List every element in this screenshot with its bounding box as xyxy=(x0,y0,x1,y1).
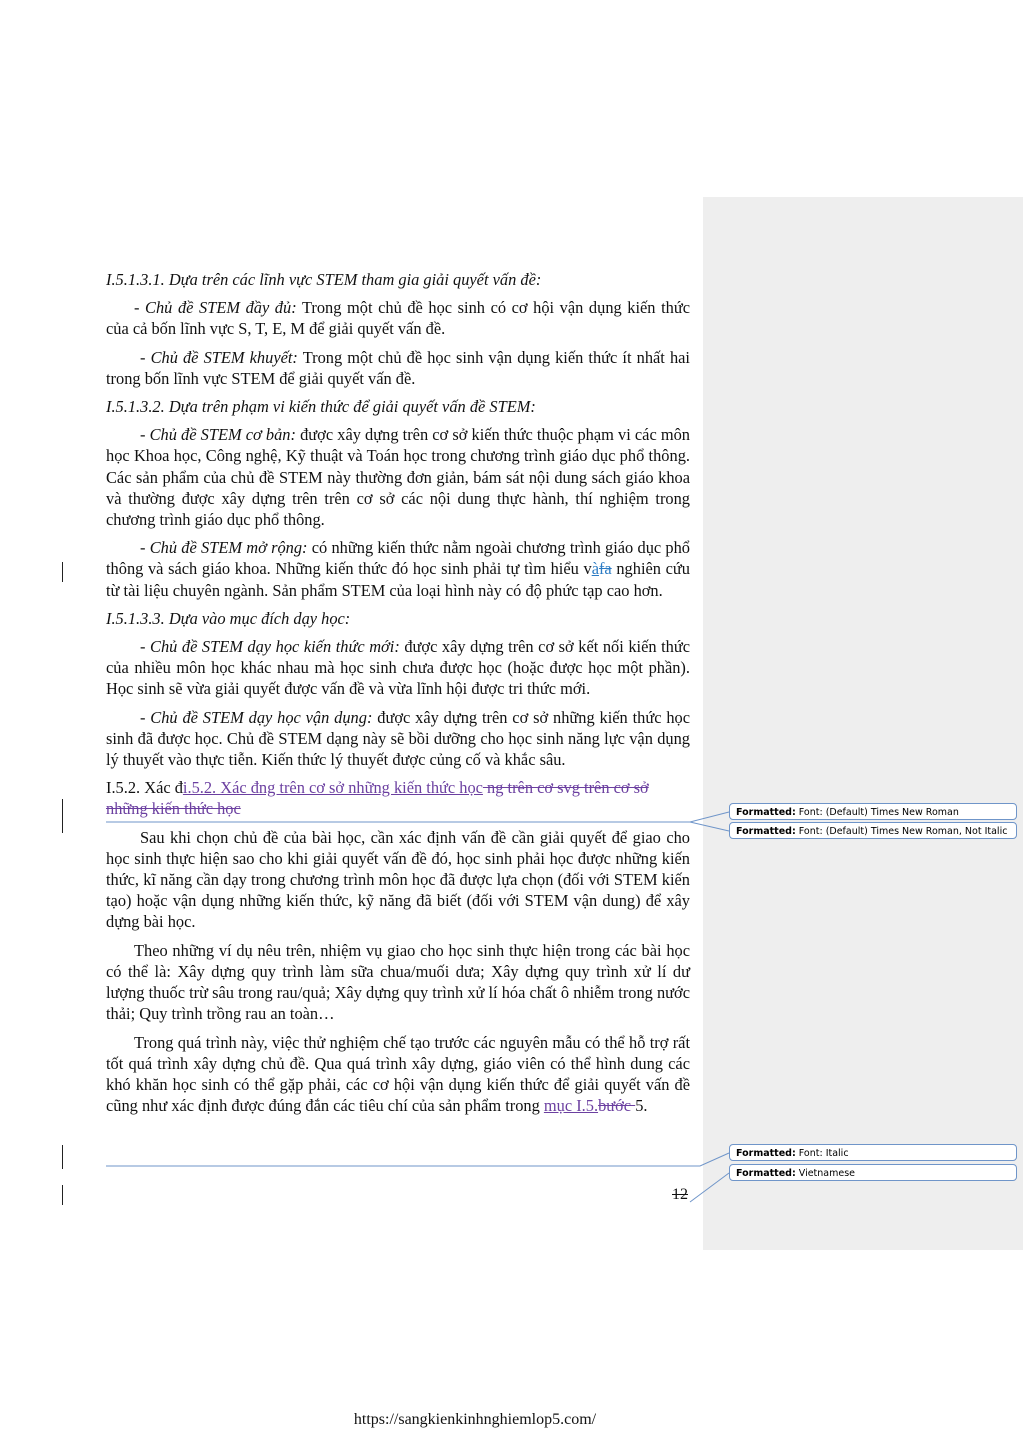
section-heading: I.5.1.3.3. Dựa vào mục đích dạy học: xyxy=(106,608,351,628)
footer-url[interactable]: https://sangkienkinhnghiemlop5.com/ xyxy=(353,1411,597,1428)
balloon-label: Formatted: xyxy=(736,826,796,837)
section-heading: I.5.1.3.2. Dựa trên phạm vi kiến thức để giải quyết vấn đề STEM: xyxy=(106,397,536,417)
paragraph xyxy=(106,347,690,389)
paragraph-text: nghiên cứu từ tài liệu chuyên ngành. Sản phẩm STEM của loại hình này có độ phức tạp cao hơn. xyxy=(106,559,690,600)
balloon-text: Font: Italic xyxy=(795,1148,849,1159)
tracked-insertion[interactable]: i.5.2. Xác đng trên cơ sở những kiến thức học xyxy=(182,778,483,798)
document-body xyxy=(106,269,690,1123)
balloon-label: Formatted: xyxy=(736,1168,796,1179)
paragraph-text: Trong một chủ đề học sinh vận dụng kiến thức ít nhất hai trong bốn lĩnh vực STEM để giải quyết vấn đề. xyxy=(106,347,690,388)
section-heading-tracked xyxy=(106,777,690,819)
paragraph-text: được xây dựng trên cơ sở những kiến thức học sinh đã được học. Chủ đề STEM dạng này sẽ bồi dưỡng cho học sinh năng lực vận dụng lý thuyết vào thực tiễn. Kiến thức lý thuyết được củng cố và khắc sâu. xyxy=(106,707,691,770)
comment-margin-pane xyxy=(703,197,1023,1250)
tracked-deletion[interactable]: fa xyxy=(598,559,612,579)
balloon-text: Font: (Default) Times New Roman, Not Italic xyxy=(795,826,1008,837)
tracked-deletion[interactable]: bước xyxy=(598,1096,636,1116)
change-bar xyxy=(62,799,63,833)
term-label: - Chủ đề STEM cơ bản: xyxy=(140,425,296,445)
term-label: - Chủ đề STEM dạy học vận dụng: xyxy=(140,707,373,727)
paragraph xyxy=(106,537,690,601)
paragraph xyxy=(106,297,690,339)
change-bar xyxy=(62,1185,63,1205)
change-bar xyxy=(62,1145,63,1169)
section-heading: I.5.1.3.1. Dựa trên các lĩnh vực STEM tham gia giải quyết vấn đề: xyxy=(106,270,542,289)
paragraph-text: được xây dựng trên cơ sở kết nối kiến thức của nhiều môn học khác nhau mà học sinh chưa được học (hoặc được học một phần). Học sinh sẽ vừa giải quyết được vấn đề và vừa lĩnh hội được tri thức mới. xyxy=(106,637,690,699)
paragraph xyxy=(106,1032,690,1117)
paragraph: Theo những ví dụ nêu trên, nhiệm vụ giao cho học sinh thực hiện trong các bài học có thể là: Xây dựng quy trình làm sữa chua/muối dưa; Xây dựng quy trình xử lí dư lượng thuốc trừ sâu trong rau/quả; Xây dựng quy trình xử lí hóa chất ô nhiễm trong nước thải; Quy trình trồng rau an toàn… xyxy=(106,940,690,1024)
paragraph-text: Trong một chủ đề học sinh có cơ hội vận dụng kiến thức của cả bốn lĩnh vực S, T, E, M để giải quyết vấn đề. xyxy=(106,298,690,339)
term-label: - Chủ đề STEM dạy học kiến thức mới: xyxy=(140,637,400,657)
term-label: - Chủ đề STEM mở rộng: xyxy=(140,538,308,558)
page-number: 12 xyxy=(672,1186,688,1203)
paragraph-text: được xây dựng trên cơ sở kiến thức thuộc phạm vi các môn học Khoa học, Công nghệ, Kỹ thuật và Toán học trong chương trình giáo dục phổ thông. Các sản phẩm của chủ đề STEM này thường đơn giản, bám sát nội dung sách giáo khoa và thường được xây dựng trên trên cơ sở các nội dung thực hành, thí nghiệm trong chương trình giáo dục phổ thông. xyxy=(106,425,690,530)
paragraph xyxy=(106,424,690,530)
paragraph-text: 5. xyxy=(635,1096,648,1116)
tracked-insertion[interactable]: à xyxy=(591,559,599,579)
balloon-label: Formatted: xyxy=(736,1148,796,1159)
balloon-text: Vietnamese xyxy=(795,1168,856,1179)
change-bar xyxy=(62,562,63,582)
formatting-balloon[interactable] xyxy=(729,822,1017,839)
formatting-balloon[interactable] xyxy=(729,1164,1017,1181)
paragraph-text: Trong quá trình này, việc thử nghiệm chế tạo trước các nguyên mẫu có thể hỗ trợ rất tốt quá trình xây dựng chủ đề. Qua quá trình xây dựng, giáo viên có thể hình dung các khó khăn học sinh có thể gặp phải, các cơ hội vận dụng kiến thức để giải quyết vấn đề cũng như xác định được đúng đắn các tiêu chí của sản phẩm trong xyxy=(106,1032,690,1116)
tracked-insertion[interactable]: mục I.5. xyxy=(543,1096,599,1116)
term-label: - Chủ đề STEM đầy đủ: xyxy=(134,298,297,318)
formatting-balloon[interactable] xyxy=(729,803,1017,820)
paragraph-text: có những kiến thức nằm ngoài chương trình giáo dục phổ thông và sách giáo khoa. Những kiến thức đó học sinh phải tự tìm hiểu v xyxy=(106,538,690,579)
term-label: - Chủ đề STEM khuyết: xyxy=(140,347,298,367)
paragraph xyxy=(106,636,690,700)
tracked-deletion[interactable]: ng trên cơ svg trên cơ sở những kiến thức học xyxy=(106,778,649,819)
formatting-balloon[interactable] xyxy=(729,1144,1017,1161)
balloon-text: Font: (Default) Times New Roman xyxy=(795,807,959,818)
heading-text: I.5.2. Xác đ xyxy=(106,778,183,798)
paragraph xyxy=(106,707,690,771)
balloon-label: Formatted: xyxy=(736,807,796,818)
paragraph: Sau khi chọn chủ đề của bài học, cần xác định vấn đề cần giải quyết để giao cho học sinh thực hiện sao cho khi giải quyết vấn đề đó, học sinh phải học được những kiến thức, kĩ năng cần dạy trong chương trình môn học đã được lựa chọn (đối với STEM kiến tạo) hoặc vận dụng những kiến thức, kỹ năng đã biết (đối với STEM vận dung) để xây dựng bài học. xyxy=(106,827,690,932)
